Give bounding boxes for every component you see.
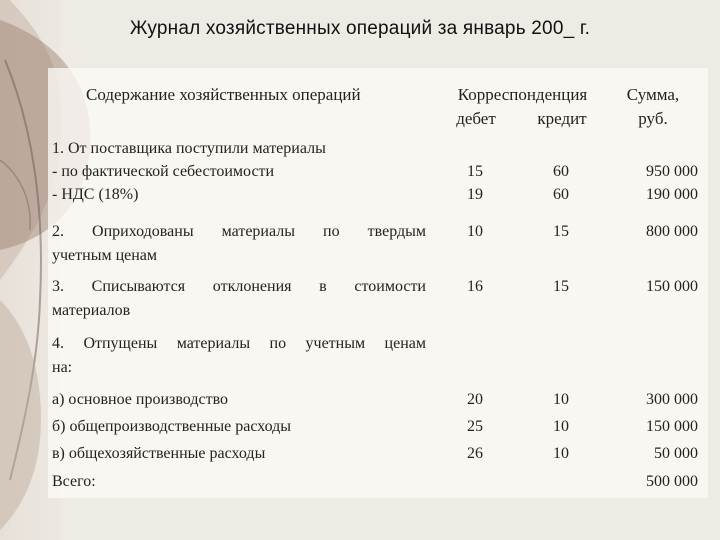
page-title: Журнал хозяйственных операций за январь 200_ г. bbox=[129, 18, 591, 39]
row-debit: 25 bbox=[467, 418, 483, 435]
row-debit: 26 bbox=[467, 445, 483, 462]
row-text: - НДС (18%) bbox=[52, 186, 139, 203]
row-credit: 60 bbox=[553, 163, 569, 180]
row-text: а) основное производство bbox=[52, 391, 229, 408]
header-credit: кредит bbox=[537, 109, 587, 128]
header-content: Содержание хозяйственных операций bbox=[86, 85, 361, 104]
row-text: в) общехозяйственные расходы bbox=[52, 445, 266, 462]
row-text: 1. От поставщика поступили материалы bbox=[52, 140, 326, 157]
row-text: 4. Отпущены материалы по учетным ценам bbox=[52, 335, 426, 352]
header-correspondence: Корреспонденция bbox=[457, 85, 588, 104]
row-credit: 10 bbox=[553, 445, 569, 462]
row-text: 3. Списываются отклонения в стоимости bbox=[52, 278, 426, 295]
row-text: материалов bbox=[52, 302, 131, 319]
row-text: Всего: bbox=[52, 473, 96, 490]
row-credit: 15 bbox=[553, 223, 569, 240]
row-text: 2. Оприходованы материалы по твердым bbox=[52, 223, 426, 240]
row-debit: 10 bbox=[467, 223, 483, 240]
row-sum: 150 000 bbox=[646, 418, 698, 435]
header-sum-line1: Сумма, bbox=[626, 85, 680, 104]
row-sum: 950 000 bbox=[646, 163, 698, 180]
row-credit: 10 bbox=[553, 418, 569, 435]
row-debit: 16 bbox=[467, 278, 483, 295]
header-debit: дебет bbox=[456, 109, 496, 128]
row-credit: 10 bbox=[553, 391, 569, 408]
row-credit: 60 bbox=[553, 186, 569, 203]
row-sum: 800 000 bbox=[646, 223, 698, 240]
row-text: б) общепроизводственные расходы bbox=[52, 418, 292, 435]
row-text: - по фактической себестоимости bbox=[52, 163, 275, 180]
row-debit: 19 bbox=[467, 186, 483, 203]
row-sum-total: 500 000 bbox=[646, 473, 698, 490]
row-sum: 190 000 bbox=[646, 186, 698, 203]
row-debit: 20 bbox=[467, 391, 483, 408]
row-debit: 15 bbox=[467, 163, 483, 180]
row-text: на: bbox=[52, 359, 73, 376]
row-sum: 150 000 bbox=[646, 278, 698, 295]
row-credit: 15 bbox=[553, 278, 569, 295]
row-sum: 300 000 bbox=[646, 391, 698, 408]
row-text: учетным ценам bbox=[52, 247, 158, 264]
row-sum: 50 000 bbox=[654, 445, 698, 462]
header-sum-line2: руб. bbox=[638, 109, 668, 128]
